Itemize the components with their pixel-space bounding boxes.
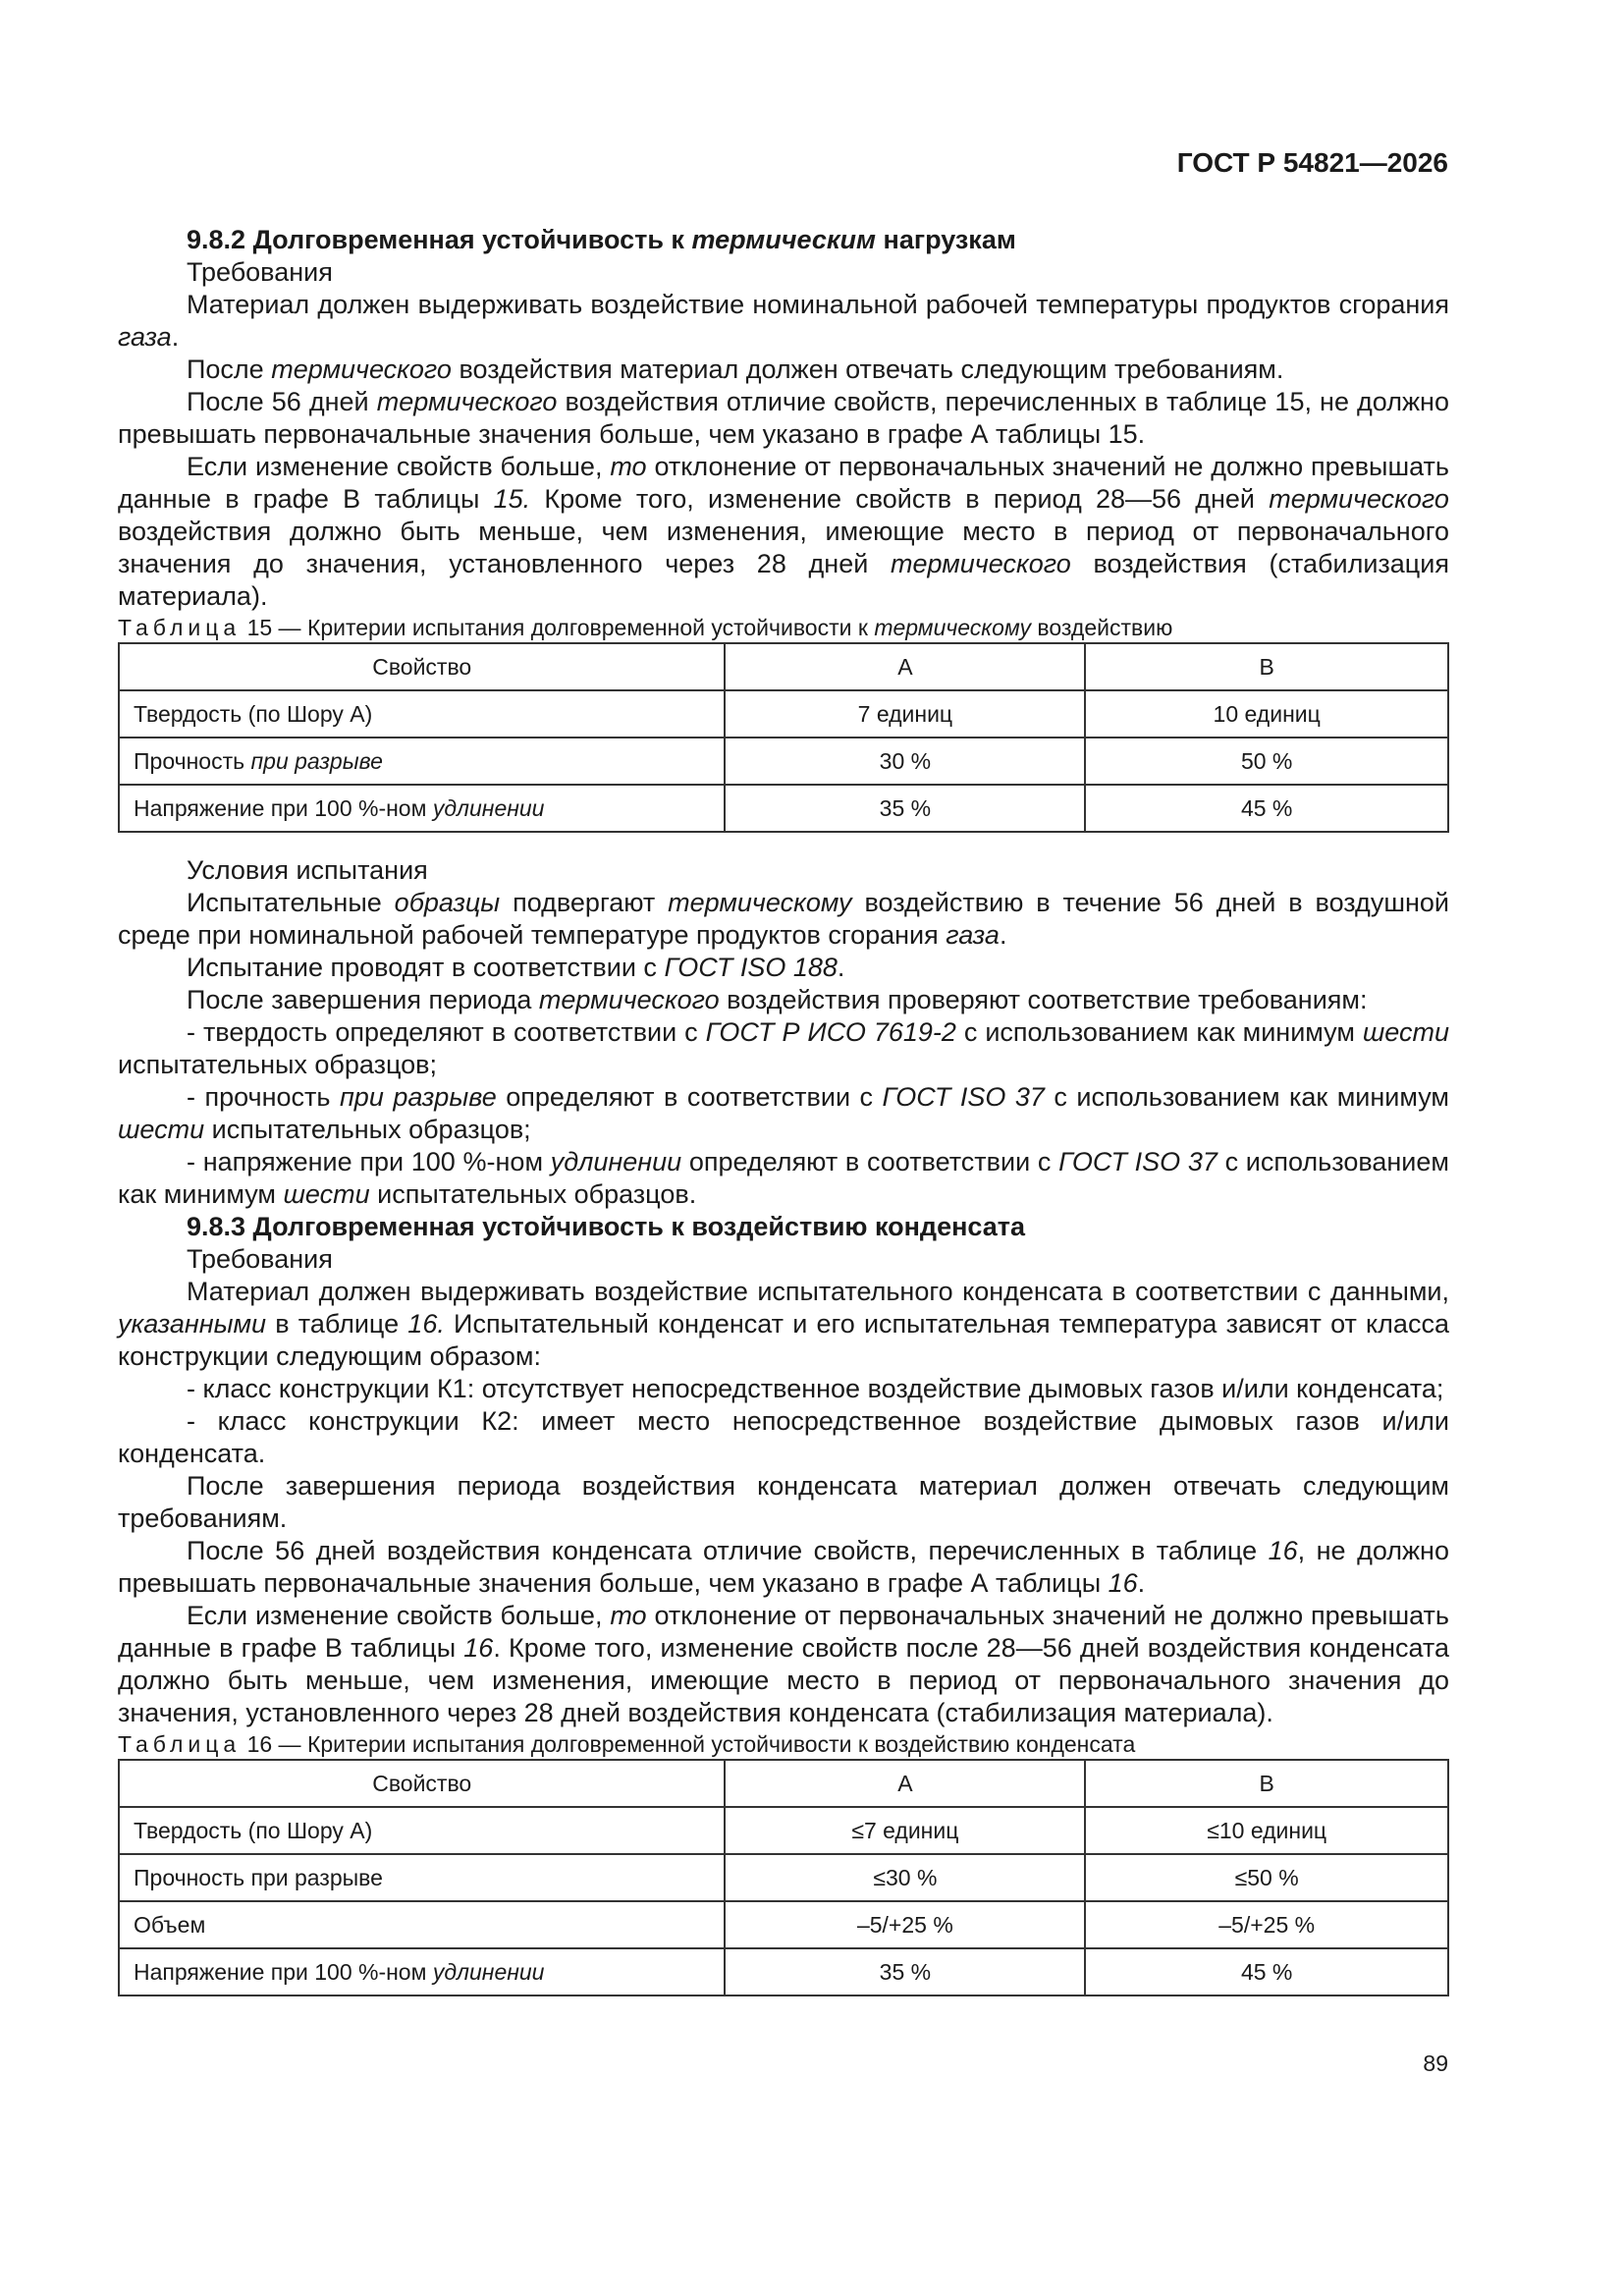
table-cell: Напряжение при 100 %-ном удлинении [119, 1948, 725, 1995]
document-body [118, 224, 1449, 1996]
paragraph: Испытание проводят в соответствии с ГОСТ ISO 188. [187, 953, 845, 982]
section-heading-9-8-3: 9.8.3 Долговременная устойчивость к воздействию конденсата [187, 1212, 1025, 1241]
table-header-cell: В [1085, 1760, 1448, 1807]
paragraph: Материал должен выдерживать воздействие испытательного конденсата в соответствии с данными, указанными в таблице 16. Испытательный конденсат и его испытательная температура зависят от класса конструкции следующим образом: [118, 1277, 1449, 1371]
list-item: - класс конструкции К2: имеет место непосредственное воздействие дымовых газов и/или конденсата. [118, 1406, 1449, 1468]
list-item: - твердость определяют в соответствии с ГОСТ Р ИСО 7619-2 с использованием как минимум шести испытательных образцов; [118, 1017, 1449, 1079]
paragraph: После завершения периода термического воздействия проверяют соответствие требованиям: [187, 985, 1368, 1014]
table-cell: 10 единиц [1085, 690, 1448, 738]
subheading-test-conditions: Условия испытания [187, 855, 428, 885]
table-cell: ≤30 % [725, 1854, 1085, 1901]
table-15 [118, 642, 1449, 833]
page-number: 89 [1423, 2050, 1448, 2076]
table-cell: ≤50 % [1085, 1854, 1448, 1901]
table-header-cell: В [1085, 643, 1448, 690]
table-row [119, 1854, 1448, 1901]
list-item: - напряжение при 100 %-ном удлинении определяют в соответствии с ГОСТ ISO 37 с использованием как минимум шести испытательных образцов. [118, 1147, 1449, 1209]
table-cell: Твердость (по Шору А) [119, 1807, 725, 1854]
table-row [119, 738, 1448, 785]
table-cell: ≤10 единиц [1085, 1807, 1448, 1854]
table-row [119, 1901, 1448, 1948]
paragraph: Материал должен выдерживать воздействие номинальной рабочей температуры продуктов сгорания газа. [118, 290, 1449, 352]
table-header-row [119, 643, 1448, 690]
table-cell: ≤7 единиц [725, 1807, 1085, 1854]
table-cell: 30 % [725, 738, 1085, 785]
list-item: - прочность при разрыве определяют в соответствии с ГОСТ ISO 37 с использованием как минимум шести испытательных образцов; [118, 1082, 1449, 1144]
section-heading-9-8-2: 9.8.2 Долговременная устойчивость к термическим нагрузкам [187, 225, 1016, 254]
table-cell: –5/+25 % [725, 1901, 1085, 1948]
table-header-cell: Свойство [119, 1760, 725, 1807]
table-row [119, 1948, 1448, 1995]
table-cell: 35 % [725, 785, 1085, 832]
table-cell: 50 % [1085, 738, 1448, 785]
table-header-cell: А [725, 1760, 1085, 1807]
table-cell: –5/+25 % [1085, 1901, 1448, 1948]
subheading-requirements: Требования [187, 257, 333, 287]
table-cell: 7 единиц [725, 690, 1085, 738]
table-cell: Прочность при разрыве [119, 738, 725, 785]
table-row [119, 690, 1448, 738]
paragraph: После 56 дней воздействия конденсата отличие свойств, перечисленных в таблице 16, не должно превышать первоначальные значения больше, чем указано в графе А таблицы 16. [118, 1536, 1449, 1598]
table-cell: Твердость (по Шору А) [119, 690, 725, 738]
paragraph: Если изменение свойств больше, то отклонение от первоначальных значений не должно превышать данные в графе В таблицы 16. Кроме того, изменение свойств после 28—56 дней воздействия конденсата должно быть меньше, чем изменения, имеющие место в период от первоначального значения до значения, установленного через 28 дней воздействия конденсата (стабилизация материала). [118, 1601, 1449, 1727]
table-cell: Объем [119, 1901, 725, 1948]
list-item: - класс конструкции К1: отсутствует непосредственное воздействие дымовых газов и/или конденсата; [187, 1374, 1444, 1403]
table-cell: Прочность при разрыве [119, 1854, 725, 1901]
table-cell: 45 % [1085, 1948, 1448, 1995]
table-caption-16: Таблица 16 — Критерии испытания долговременной устойчивости к воздействию конденсата [118, 1731, 1136, 1757]
paragraph: После 56 дней термического воздействия отличие свойств, перечисленных в таблице 15, не должно превышать первоначальные значения больше, чем указано в графе А таблицы 15. [118, 387, 1449, 449]
table-header-cell: А [725, 643, 1085, 690]
table-caption-15: Таблица 15 — Критерии испытания долговременной устойчивости к термическому воздействию [118, 615, 1173, 640]
table-row [119, 1807, 1448, 1854]
paragraph: После термического воздействия материал должен отвечать следующим требованиям. [187, 355, 1284, 384]
table-cell: 35 % [725, 1948, 1085, 1995]
paragraph: После завершения периода воздействия конденсата материал должен отвечать следующим требованиям. [118, 1471, 1449, 1533]
table-cell: 45 % [1085, 785, 1448, 832]
paragraph: Если изменение свойств больше, то отклонение от первоначальных значений не должно превышать данные в графе В таблицы 15. Кроме того, изменение свойств в период 28—56 дней термического воздействия должно быть меньше, чем изменения, имеющие место в период от первоначального значения до значения, установленного через 28 дней термического воздействия (стабилизация материала). [118, 452, 1449, 611]
table-header-cell: Свойство [119, 643, 725, 690]
paragraph: Испытательные образцы подвергают термическому воздействию в течение 56 дней в воздушной среде при номинальной рабочей температуре продуктов сгорания газа. [118, 888, 1449, 950]
document-header: ГОСТ Р 54821—2026 [1176, 147, 1448, 178]
table-cell: Напряжение при 100 %-ном удлинении [119, 785, 725, 832]
table-16 [118, 1759, 1449, 1996]
table-header-row [119, 1760, 1448, 1807]
table-row [119, 785, 1448, 832]
subheading-requirements: Требования [187, 1244, 333, 1274]
